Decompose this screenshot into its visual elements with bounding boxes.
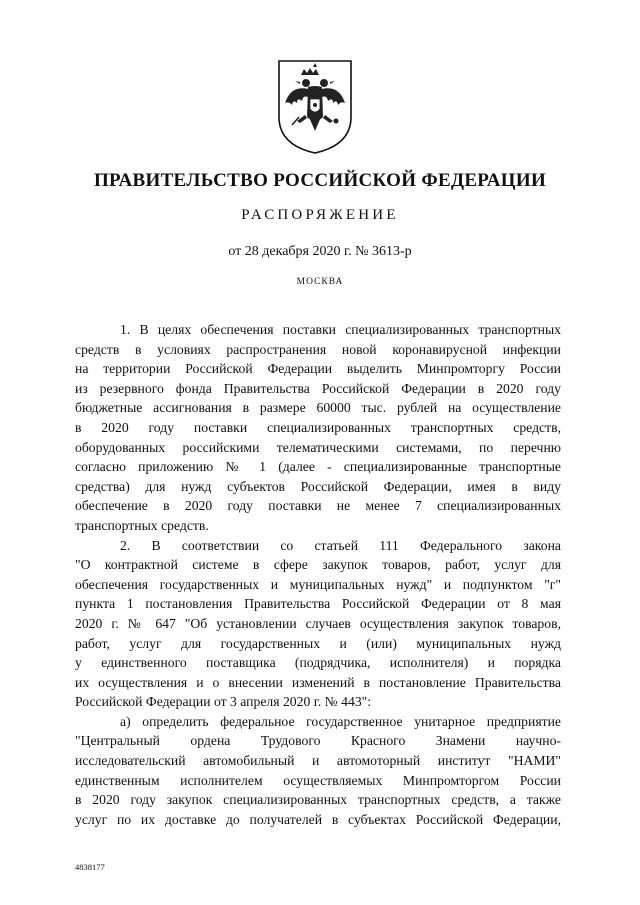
body-line: 1. В целях обеспечения поставки специализированных транспортных xyxy=(120,322,561,337)
body-line: "Центральный ордена Трудового Красного Знамени научно- xyxy=(75,733,561,749)
body-line: средств в условиях распространения новой коронавирусной инфекции xyxy=(75,341,561,357)
body-line: 2020 г. № 647 "Об установлении случаев осуществления закупок товаров, xyxy=(75,615,561,631)
body-line: обеспечения государственных и муниципальных нужд" и подпунктом "г" xyxy=(75,576,561,592)
body-line: Российской Федерации от 3 апреля 2020 г. № 443": xyxy=(75,694,372,710)
document-body xyxy=(75,320,561,829)
body-line: исследовательский автомобильный и автомоторный институт "НАМИ" xyxy=(75,753,561,769)
body-line: оборудованных российскими телематическими системами, по перечню xyxy=(75,439,561,455)
body-line: обеспечение в 2020 году поставки не менее 7 специализированных xyxy=(75,498,561,514)
body-line: работ, услуг для государственных и (или) муниципальных нужд xyxy=(75,635,561,651)
body-line: услуг по их доставке до получателей в субъектах Российской Федерации, xyxy=(75,811,561,827)
document-city: МОСКВА xyxy=(296,277,344,287)
body-line: согласно приложению № 1 (далее - специализированные транспортные xyxy=(75,459,561,475)
body-line: в 2020 году поставки специализированных транспортных средств, xyxy=(75,419,561,435)
body-line: пункта 1 постановления Правительства Российской Федерации от 8 мая xyxy=(75,596,561,612)
body-line: а) определить федеральное государственное унитарное предприятие xyxy=(120,713,561,729)
body-line: транспортных средств. xyxy=(75,517,209,533)
body-line: 2. В соответствии со статьей 111 Федерального закона xyxy=(120,537,561,553)
body-line: их осуществления и о внесении изменений в постановление Правительства xyxy=(75,674,561,690)
body-line: у единственного поставщика (подрядчика, исполнителя) и порядка xyxy=(75,655,561,671)
document-code: 4838177 xyxy=(75,862,105,872)
document-date-number: от 28 декабря 2020 г. № 3613-р xyxy=(228,244,412,259)
body-line: единственным исполнителем осуществляемых Минпромторгом России xyxy=(75,772,561,788)
body-line: "О контрактной системе в сфере закупок товаров, работ, услуг для xyxy=(75,557,561,573)
body-line: в 2020 году закупок специализированных транспортных средств, а также xyxy=(75,792,561,808)
body-line: на территории Российской Федерации выделить Минпромторгу России xyxy=(75,361,561,377)
body-line: из резервного фонда Правительства Российской Федерации в 2020 году xyxy=(75,380,561,396)
organization-title: ПРАВИТЕЛЬСТВО РОССИЙСКОЙ ФЕДЕРАЦИИ xyxy=(93,170,547,191)
russian-coat-of-arms-icon xyxy=(275,55,355,155)
body-line: бюджетные ассигнования в размере 60000 тыс. рублей на осуществление xyxy=(75,400,561,416)
body-line: средства) для нужд субъектов Российской Федерации, имея в виду xyxy=(75,478,561,494)
document-type: РАСПОРЯЖЕНИЕ xyxy=(241,207,399,223)
